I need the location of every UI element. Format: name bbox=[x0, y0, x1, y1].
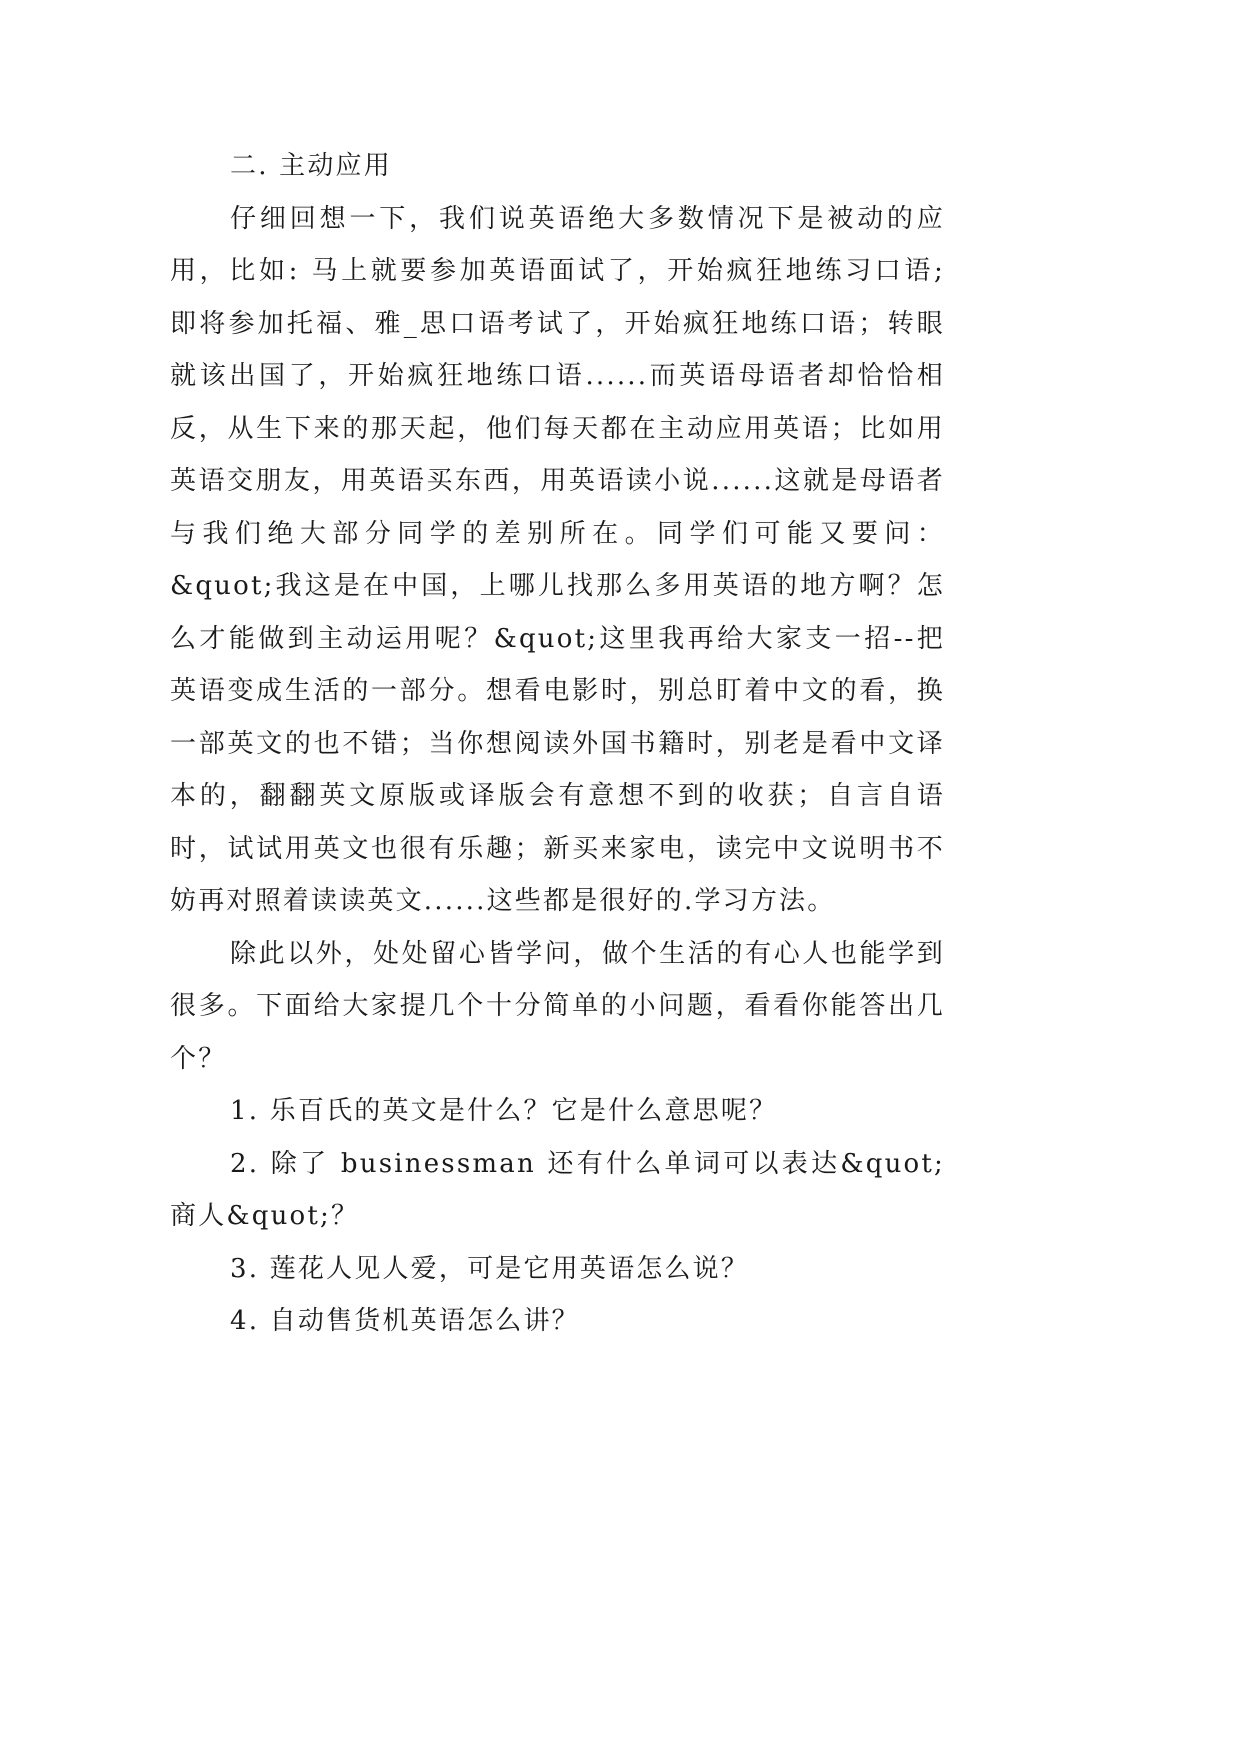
section-heading: 二. 主动应用 bbox=[230, 151, 392, 181]
question-item: 1. 乐百氏的英文是什么？它是什么意思呢？ bbox=[230, 1096, 778, 1126]
question-item: 4. 自动售货机英语怎么讲？ bbox=[230, 1306, 580, 1336]
question-item: 2. 除了 businessman 还有什么单词可以表达&quot;商人&quot;？ bbox=[170, 1148, 945, 1231]
body-paragraph: 除此以外，处处留心皆学问，做个生活的有心人也能学到很多。下面给大家提几个十分简单的小问题，看看你能答出几个？ bbox=[170, 938, 945, 1074]
question-item: 3. 莲花人见人爱，可是它用英语怎么说？ bbox=[230, 1253, 750, 1284]
body-paragraph: 仔细回想一下，我们说英语绝大多数情况下是被动的应用，比如: 马上就要参加英语面试了，开始疯狂地练习口语; 即将参加托福、雅_思口语考试了，开始疯狂地练口语；转眼就该出国了，开始疯狂地练口语......而英语母语者却恰恰相反，从生下来的那天起，他们每天都在主动应用英语；比如用英语交朋友，用英语买东西，用英语读小说......这就是母语者与我们绝大部分同学的差别所在。同学们可能又要问：&quot;我这是在中国，上哪儿找那么多用英语的地方啊？怎么才能做到主动运用呢？&quot;这里我再给大家支一招--把英语变成生活的一部分。想看电影时，别总盯着中文的看，换一部英文的也不错；当你想阅读外国书籍时，别老是看中文译本的，翻翻英文原版或译版会有意想不到的收获；自言自语时，试试用英文也很有乐趣；新买来家电，读完中文说明书不妨再对照着读读英文......这些都是很好的.学习方法。 bbox=[170, 203, 945, 916]
document-body bbox=[170, 140, 945, 1348]
